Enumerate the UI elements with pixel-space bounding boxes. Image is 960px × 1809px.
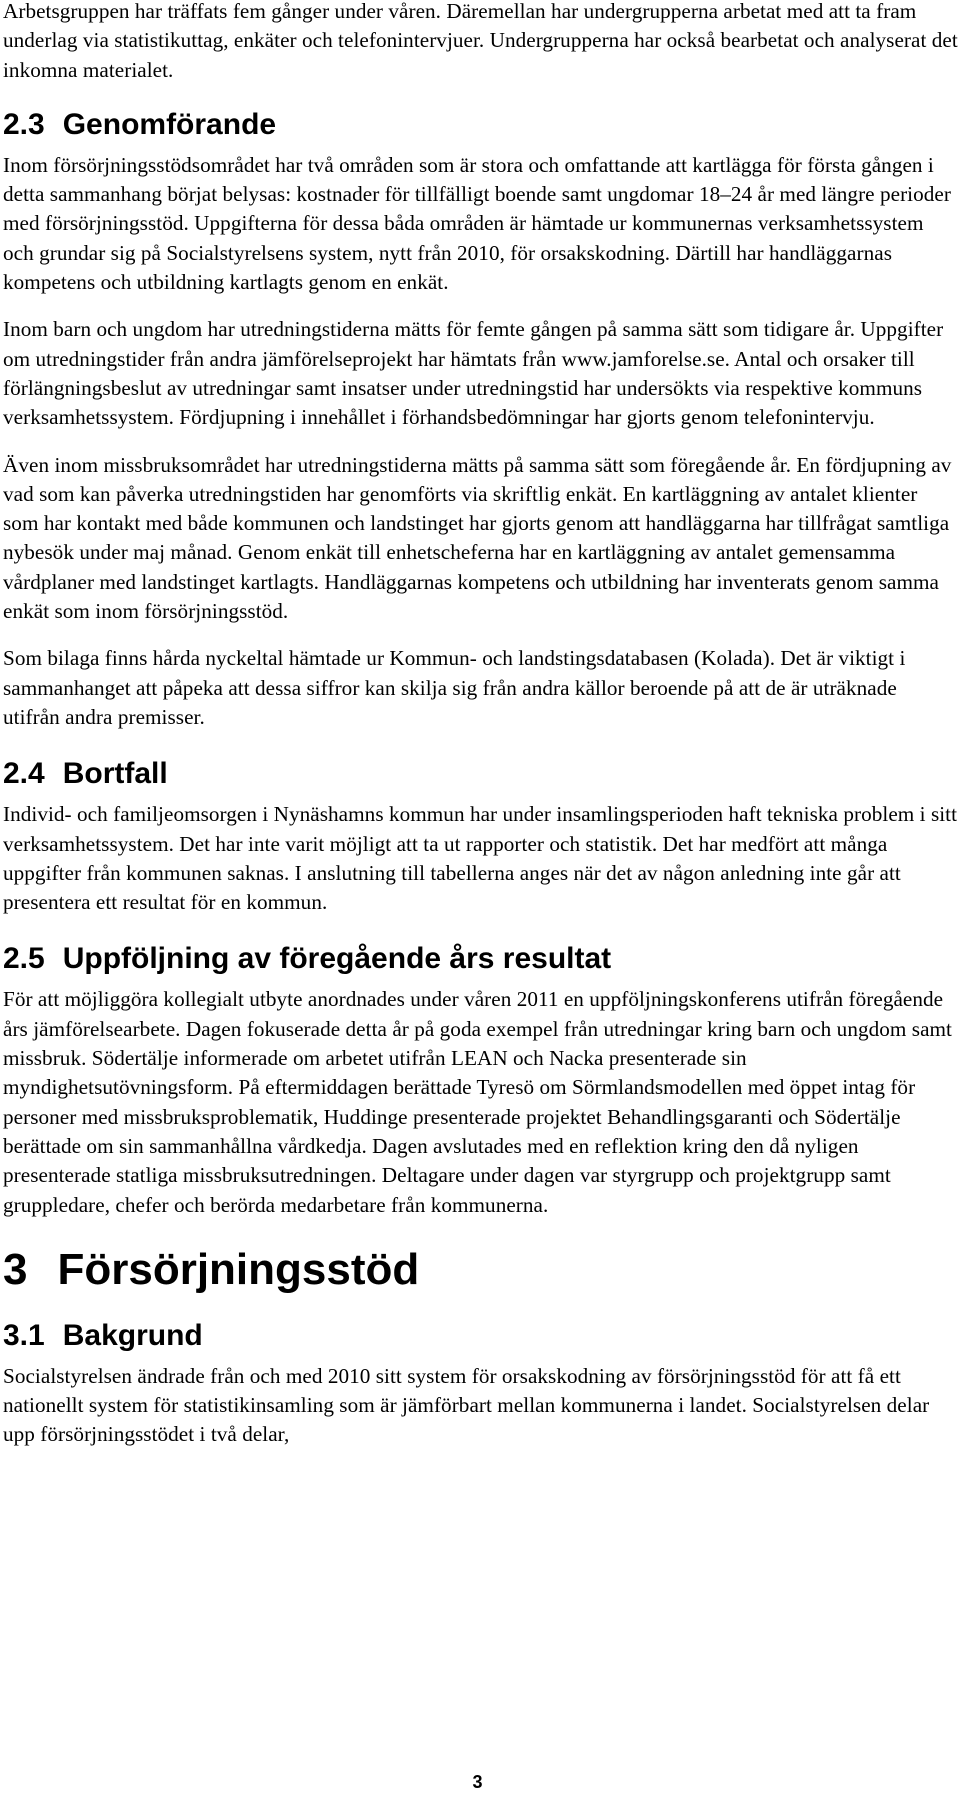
heading-title: Uppföljning av föregående års resultat: [62, 942, 612, 976]
intro-paragraph: Arbetsgruppen har träffats fem gånger under våren. Däremellan har undergrupperna arbetat med att ta fram underlag via statistikuttag, enkäter och telefonintervjuer. Undergrupperna har också bearbetat och analyserat det inkomna materialet.: [3, 0, 958, 82]
heading-title: Försörjningsstöd: [57, 1244, 420, 1294]
heading-number: 2.5: [3, 942, 45, 976]
heading-number: 3.1: [3, 1318, 45, 1352]
heading-2-3: [3, 107, 958, 143]
section-2-4-paragraph-1: Individ- och familjeomsorgen i Nynäshamns kommun har under insamlingsperioden haft tekniska problem i sitt verksamhetssystem. Det har inte varit möjligt att ta ut rapporter och statistik. Det har medfört att många uppgifter från kommunen saknas. I anslutning till tabellerna anges när det av någon anledning inte går att presentera ett resultat för en kommun.: [3, 802, 958, 915]
page-number: 3: [472, 1772, 483, 1792]
section-2-3-paragraph-4: Som bilaga finns hårda nyckeltal hämtade ur Kommun- och landstingsdatabasen (Kolada). Det är viktigt i sammanhanget att påpeka att dessa siffror kan skilja sig från andra källor beroende på att de är uträknade utifrån andra premisser.: [3, 646, 906, 729]
section-3-1-paragraph-1: Socialstyrelsen ändrade från och med 2010 sitt system för orsakskodning av försörjningsstöd för att få ett nationellt system för statistikinsamling som är jämförbart mellan kommunerna i landet. Socialstyrelsen delar upp försörjningsstödet i två delar,: [3, 1363, 930, 1447]
heading-2-5: [3, 941, 958, 977]
heading-number: 2.3: [3, 107, 45, 141]
heading-title: Genomförande: [62, 107, 277, 141]
document-page: [3, 0, 958, 1450]
section-2-3-paragraph-3: Även inom missbruksområdet har utredningstiderna mätts på samma sätt som föregående år. En fördjupning av vad som kan påverka utredningstiden har genomförts via skriftlig enkät. En kartläggning av antalet klienter som har kontakt med både kommunen och landstinget har gjorts genom att handläggarna har tillfrågat samtliga nybesök under maj månad. Genom enkät till enhetscheferna har en kartläggning av antalet gemensamma vårdplaner med landstinget kartlagts. Handläggarnas kompetens och utbildning har inventerats genom samma enkät som inom försörjningsstöd.: [3, 452, 952, 624]
heading-number: 2.4: [3, 757, 45, 791]
heading-number: 3: [3, 1244, 28, 1294]
heading-3-1: [3, 1318, 958, 1354]
heading-title: Bortfall: [62, 757, 168, 791]
section-2-3-paragraph-2: Inom barn och ungdom har utredningstiderna mätts för femte gången på samma sätt som tidigare år. Uppgifter om utredningstider från andra jämförelseprojekt har hämtats från www.jamforelse.se. Antal och orsaker till förlängningsbeslut av utredningar samt insatser under utredningstid har undersökts via respektive kommuns verksamhetssystem. Fördjupning i innehållet i förhandsbedömningar har gjorts genom telefonintervju.: [3, 317, 944, 430]
heading-title: Bakgrund: [62, 1318, 203, 1352]
heading-3: [3, 1244, 958, 1296]
section-2-5-paragraph-1: För att möjliggöra kollegialt utbyte anordnades under våren 2011 en uppföljningskonferens utifrån föregående års jämförelsearbete. Dagen fokuserade detta år på goda exempel från utredningar kring barn och ungdom samt missbruk. Södertälje informerade om arbetet utifrån LEAN och Nacka presenterade sin myndighetsutövningsform. På eftermiddagen berättade Tyresö om Sörmlandsmodellen med öppet intag för personer med missbruksproblematik, Huddinge presenterade projektet Behandlingsgaranti och Södertälje berättade om sin sammanhållna vårdkedja. Dagen avslutades med en reflektion kring den då nyligen presenterade statliga missbruksutredningen. Deltagare under dagen var styrgrupp och projektgrupp samt gruppledare, chefer och berörda medarbetare från kommunerna.: [3, 987, 952, 1217]
section-2-3-paragraph-1: Inom försörjningsstödsområdet har två områden som är stora och omfattande att kartlägga för första gången i detta sammanhang börjat belysas: kostnader för tillfälligt boende samt ungdomar 18–24 år med längre perioder med försörjningsstöd. Uppgifterna för dessa båda områden är hämtade ur kommunernas verksamhetssystem och grundar sig på Socialstyrelsens system, nytt från 2010, för orsakskodning. Därtill har handläggarnas kompetens och utbildning kartlagts genom en enkät.: [3, 152, 951, 295]
heading-2-4: [3, 756, 958, 792]
